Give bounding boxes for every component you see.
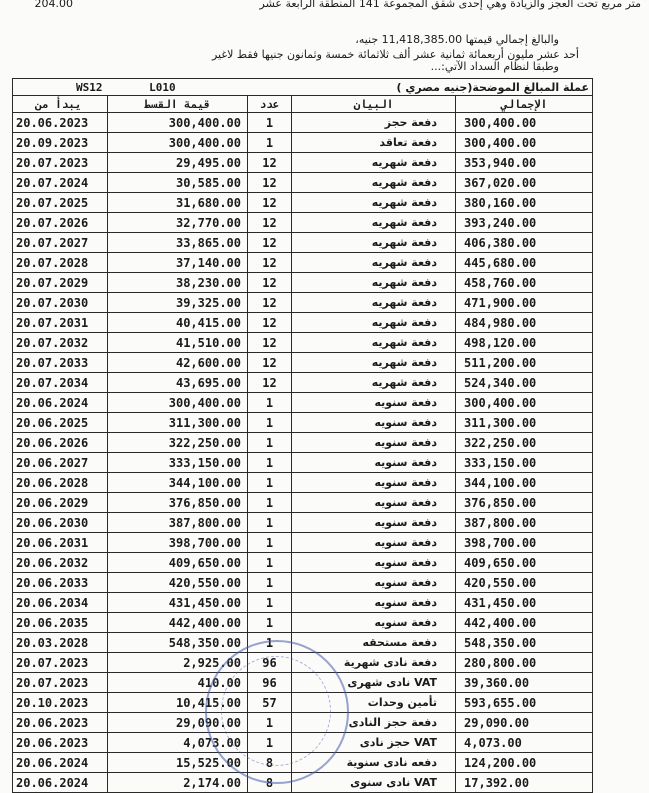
row-date: 20.07.2033	[13, 353, 108, 373]
row-total: 393,240.00	[456, 213, 593, 233]
row-installment: 431,450.00	[108, 593, 248, 613]
row-date: 20.07.2032	[13, 333, 108, 353]
row-description: دفعة شهريه	[292, 333, 456, 353]
table-row	[13, 253, 593, 273]
row-description: دفعة شهريه	[292, 313, 456, 333]
row-description: دفعة شهريه	[292, 173, 456, 193]
table-row	[13, 533, 593, 553]
caption-code-1: WS12	[76, 80, 103, 94]
header-line-1-amount: 204.00	[34, 0, 73, 10]
table-row	[13, 393, 593, 413]
row-installment: 344,100.00	[108, 473, 248, 493]
row-count: 12	[248, 313, 292, 333]
row-total: 387,800.00	[456, 513, 593, 533]
row-description: دفعة شهريه	[292, 213, 456, 233]
row-total: 458,760.00	[456, 273, 593, 293]
row-date: 20.06.2026	[13, 433, 108, 453]
row-installment: 548,350.00	[108, 633, 248, 653]
table-row	[13, 613, 593, 633]
row-count: 12	[248, 293, 292, 313]
row-installment: 322,250.00	[108, 433, 248, 453]
row-total: 39,360.00	[456, 673, 593, 693]
row-installment: 43,695.00	[108, 373, 248, 393]
row-date: 20.07.2023	[13, 673, 108, 693]
row-description: VAT نادى شهرى	[292, 673, 456, 693]
table-row	[13, 513, 593, 533]
row-installment: 420,550.00	[108, 573, 248, 593]
row-total: 280,800.00	[456, 653, 593, 673]
currency-caption: عملة المبالغ الموضحة(جنيه مصري )	[292, 79, 593, 96]
row-description: دفعة شهريه	[292, 353, 456, 373]
header-payment-intro: وطبقا لنظام السداد الآتي:...	[430, 60, 559, 73]
table-row	[13, 473, 593, 493]
row-installment: 442,400.00	[108, 613, 248, 633]
row-total: 420,550.00	[456, 573, 593, 593]
row-total: 524,340.00	[456, 373, 593, 393]
table-row	[13, 313, 593, 333]
row-installment: 300,400.00	[108, 113, 248, 133]
row-installment: 39,325.00	[108, 293, 248, 313]
row-count: 1	[248, 593, 292, 613]
row-total: 484,980.00	[456, 313, 593, 333]
row-date: 20.06.2024	[13, 753, 108, 773]
row-description: VAT حجز نادى	[292, 733, 456, 753]
row-description: دفعة سنويه	[292, 413, 456, 433]
row-description: دفعة سنويه	[292, 433, 456, 453]
row-description: دفعة حجز النادى	[292, 713, 456, 733]
row-count: 1	[248, 133, 292, 153]
table-row	[13, 693, 593, 713]
row-installment: 37,140.00	[108, 253, 248, 273]
row-date: 20.06.2025	[13, 413, 108, 433]
row-count: 12	[248, 153, 292, 173]
row-description: دفعة شهريه	[292, 153, 456, 173]
table-row	[13, 433, 593, 453]
row-count: 1	[248, 533, 292, 553]
row-date: 20.07.2026	[13, 213, 108, 233]
header-amount-words: أحد عشر مليون أربعمائة ثمانية عشر ألف ثلاثمائة خمسة وثمانون جنيها فقط لاغير	[211, 48, 579, 61]
row-count: 96	[248, 653, 292, 673]
row-count: 1	[248, 433, 292, 453]
row-total: 471,900.00	[456, 293, 593, 313]
row-total: 445,680.00	[456, 253, 593, 273]
table-row	[13, 733, 593, 753]
payment-schedule-table	[12, 78, 593, 793]
table-row	[13, 193, 593, 213]
row-description: دفعة تعاقد	[292, 133, 456, 153]
table-row	[13, 353, 593, 373]
row-description: تأمين وحدات	[292, 693, 456, 713]
row-description: دفعة سنويه	[292, 613, 456, 633]
row-date: 20.07.2025	[13, 193, 108, 213]
row-count: 12	[248, 253, 292, 273]
row-description: دفعة سنويه	[292, 473, 456, 493]
row-total: 124,200.00	[456, 753, 593, 773]
row-installment: 38,230.00	[108, 273, 248, 293]
row-count: 1	[248, 453, 292, 473]
row-date: 20.07.2034	[13, 373, 108, 393]
table-row	[13, 653, 593, 673]
table-row	[13, 213, 593, 233]
row-installment: 32,770.00	[108, 213, 248, 233]
table-row	[13, 753, 593, 773]
row-description: دفعة سنويه	[292, 533, 456, 553]
table-row	[13, 233, 593, 253]
row-count: 12	[248, 373, 292, 393]
row-installment: 41,510.00	[108, 333, 248, 353]
row-count: 1	[248, 493, 292, 513]
table-row	[13, 153, 593, 173]
row-date: 20.06.2027	[13, 453, 108, 473]
row-total: 431,450.00	[456, 593, 593, 613]
row-total: 300,400.00	[456, 113, 593, 133]
row-description: دفعة سنويه	[292, 553, 456, 573]
col-total: الإجمالي	[456, 96, 593, 113]
row-total: 322,250.00	[456, 433, 593, 453]
row-date: 20.03.2028	[13, 633, 108, 653]
row-total: 300,400.00	[456, 133, 593, 153]
row-description: دفعة سنويه	[292, 513, 456, 533]
table-row	[13, 293, 593, 313]
row-description: دفعة سنويه	[292, 593, 456, 613]
row-installment: 29,495.00	[108, 153, 248, 173]
row-installment: 409,650.00	[108, 553, 248, 573]
row-date: 20.06.2033	[13, 573, 108, 593]
row-total: 353,940.00	[456, 153, 593, 173]
row-date: 20.06.2023	[13, 713, 108, 733]
row-date: 20.06.2023	[13, 733, 108, 753]
row-total: 29,090.00	[456, 713, 593, 733]
row-count: 96	[248, 673, 292, 693]
table-row	[13, 493, 593, 513]
row-installment: 410.00	[108, 673, 248, 693]
table-caption-row	[13, 79, 593, 96]
table-row	[13, 633, 593, 653]
row-date: 20.06.2031	[13, 533, 108, 553]
row-installment: 387,800.00	[108, 513, 248, 533]
row-total: 333,150.00	[456, 453, 593, 473]
table-row	[13, 333, 593, 353]
col-start-from: يبدأ من	[13, 96, 108, 113]
row-count: 1	[248, 513, 292, 533]
row-count: 8	[248, 773, 292, 793]
row-count: 1	[248, 473, 292, 493]
table-row	[13, 373, 593, 393]
row-date: 20.06.2024	[13, 773, 108, 793]
row-date: 20.07.2029	[13, 273, 108, 293]
col-installment-value: قيمة القسط	[108, 96, 248, 113]
row-total: 409,650.00	[456, 553, 593, 573]
row-installment: 30,585.00	[108, 173, 248, 193]
row-total: 406,380.00	[456, 233, 593, 253]
row-total: 398,700.00	[456, 533, 593, 553]
col-description: البيان	[292, 96, 456, 113]
table-row	[13, 413, 593, 433]
row-installment: 42,600.00	[108, 353, 248, 373]
table-row	[13, 553, 593, 573]
row-total: 344,100.00	[456, 473, 593, 493]
row-count: 1	[248, 413, 292, 433]
row-date: 20.06.2024	[13, 393, 108, 413]
row-count: 1	[248, 393, 292, 413]
row-description: دفعه نادى سنوية	[292, 753, 456, 773]
row-date: 20.06.2028	[13, 473, 108, 493]
row-count: 1	[248, 733, 292, 753]
row-total: 380,160.00	[456, 193, 593, 213]
row-date: 20.07.2030	[13, 293, 108, 313]
row-date: 20.06.2032	[13, 553, 108, 573]
table-row	[13, 133, 593, 153]
row-description: دفعة حجز	[292, 113, 456, 133]
row-installment: 311,300.00	[108, 413, 248, 433]
row-installment: 31,680.00	[108, 193, 248, 213]
row-count: 1	[248, 613, 292, 633]
row-installment: 300,400.00	[108, 393, 248, 413]
row-description: دفعة شهريه	[292, 233, 456, 253]
row-total: 300,400.00	[456, 393, 593, 413]
row-count: 12	[248, 273, 292, 293]
row-date: 20.06.2029	[13, 493, 108, 513]
header-line-1-text: متر مربع تحت العجز والزيادة وهي إحدى شقق المجموعة 141 المنطقة الرابعة عشر	[259, 0, 641, 10]
row-installment: 15,525.00	[108, 753, 248, 773]
table-row	[13, 713, 593, 733]
row-total: 367,020.00	[456, 173, 593, 193]
row-description: دفعة شهريه	[292, 373, 456, 393]
row-description: دفعة سنويه	[292, 573, 456, 593]
row-total: 442,400.00	[456, 613, 593, 633]
row-date: 20.06.2030	[13, 513, 108, 533]
row-installment: 398,700.00	[108, 533, 248, 553]
row-description: دفعة شهريه	[292, 273, 456, 293]
row-installment: 300,400.00	[108, 133, 248, 153]
row-count: 1	[248, 113, 292, 133]
header-line-1	[34, 0, 642, 10]
table-row	[13, 173, 593, 193]
row-date: 20.09.2023	[13, 133, 108, 153]
table-row	[13, 773, 593, 793]
table-row	[13, 453, 593, 473]
row-date: 20.07.2031	[13, 313, 108, 333]
row-total: 498,120.00	[456, 333, 593, 353]
row-count: 12	[248, 193, 292, 213]
row-installment: 4,073.00	[108, 733, 248, 753]
row-installment: 2,174.00	[108, 773, 248, 793]
table-row	[13, 113, 593, 133]
row-date: 20.07.2024	[13, 173, 108, 193]
table-row	[13, 273, 593, 293]
row-installment: 376,850.00	[108, 493, 248, 513]
row-count: 12	[248, 353, 292, 373]
row-installment: 2,925.00	[108, 653, 248, 673]
row-installment: 40,415.00	[108, 313, 248, 333]
row-date: 20.06.2034	[13, 593, 108, 613]
row-date: 20.07.2023	[13, 653, 108, 673]
row-description: دفعة شهريه	[292, 253, 456, 273]
row-count: 1	[248, 573, 292, 593]
row-description: دفعة شهريه	[292, 193, 456, 213]
table-row	[13, 573, 593, 593]
row-installment: 10,415.00	[108, 693, 248, 713]
caption-code-2: L010	[149, 80, 176, 94]
row-count: 1	[248, 553, 292, 573]
row-count: 8	[248, 753, 292, 773]
row-count: 1	[248, 713, 292, 733]
col-count: عدد	[248, 96, 292, 113]
row-total: 311,300.00	[456, 413, 593, 433]
row-date: 20.07.2023	[13, 153, 108, 173]
row-date: 20.06.2023	[13, 113, 108, 133]
table-row	[13, 673, 593, 693]
row-installment: 33,865.00	[108, 233, 248, 253]
row-description: دفعة سنويه	[292, 393, 456, 413]
row-date: 20.06.2035	[13, 613, 108, 633]
row-total: 511,200.00	[456, 353, 593, 373]
header-total-line: والبالغ إجمالي قيمتها 11,418,385.00 جنيه،	[355, 33, 559, 46]
row-description: دفعة سنويه	[292, 493, 456, 513]
row-total: 593,655.00	[456, 693, 593, 713]
row-total: 376,850.00	[456, 493, 593, 513]
row-count: 57	[248, 693, 292, 713]
row-installment: 333,150.00	[108, 453, 248, 473]
table-row	[13, 593, 593, 613]
row-installment: 29,090.00	[108, 713, 248, 733]
row-total: 4,073.00	[456, 733, 593, 753]
row-description: VAT نادى سنوى	[292, 773, 456, 793]
row-date: 20.10.2023	[13, 693, 108, 713]
row-date: 20.07.2028	[13, 253, 108, 273]
row-description: دفعة مستحقه	[292, 633, 456, 653]
row-description: دفعة سنويه	[292, 453, 456, 473]
row-date: 20.07.2027	[13, 233, 108, 253]
row-count: 12	[248, 233, 292, 253]
table-header-row	[13, 96, 593, 113]
row-description: دفعة شهريه	[292, 293, 456, 313]
row-count: 12	[248, 333, 292, 353]
row-total: 17,392.00	[456, 773, 593, 793]
row-description: دفعة نادى شهرية	[292, 653, 456, 673]
row-total: 548,350.00	[456, 633, 593, 653]
row-count: 12	[248, 213, 292, 233]
row-count: 1	[248, 633, 292, 653]
row-count: 12	[248, 173, 292, 193]
